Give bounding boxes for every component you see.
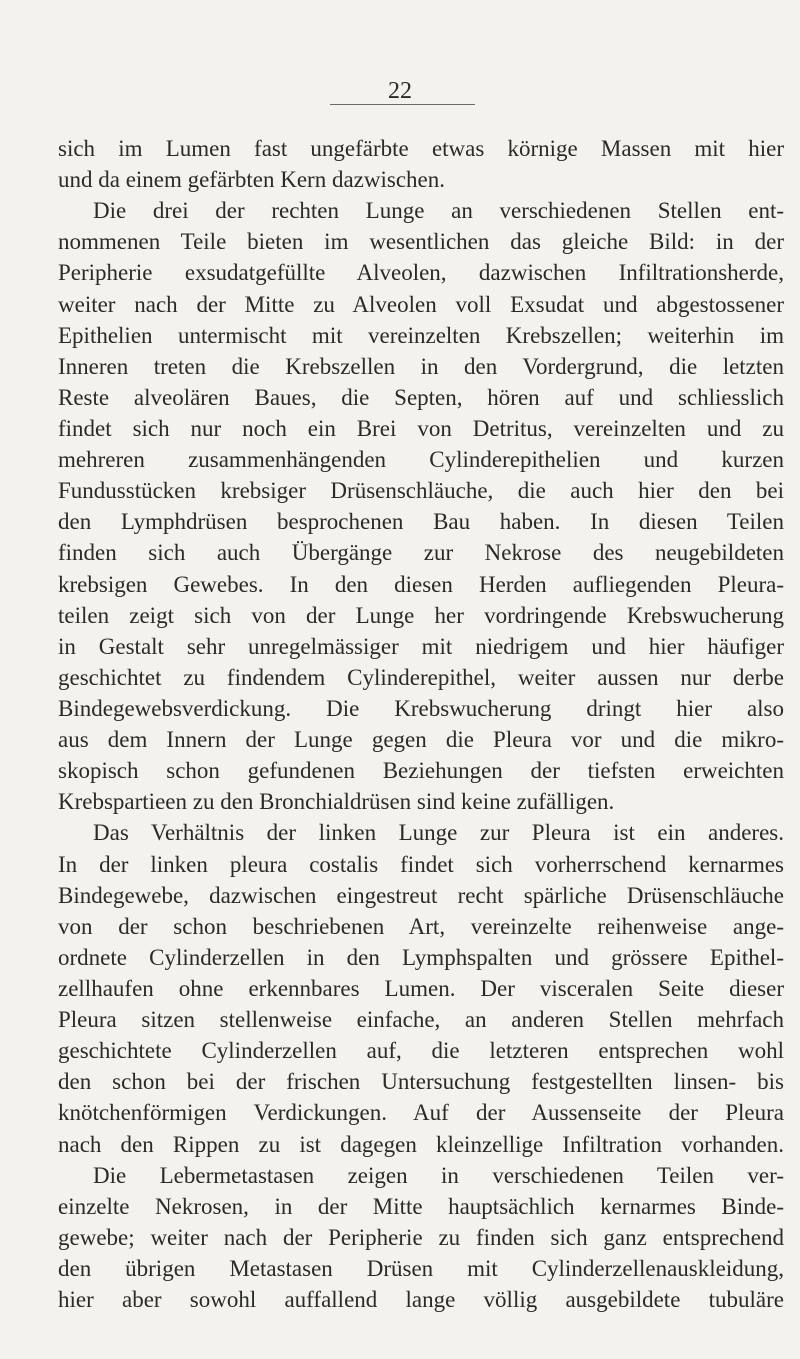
text-line: sich im Lumen fast ungefärbte etwas körnige Massen mit hier [58, 136, 784, 161]
text-line: krebsigen Gewebes. In den diesen Herden aufliegenden Pleura- [58, 571, 784, 597]
text-line: Die drei der rechten Lunge an verschiedenen Stellen ent- [93, 198, 784, 224]
text-line: von der schon beschriebenen Art, vereinzelte reihenweise ange- [58, 913, 784, 939]
page-number: 22 [388, 78, 412, 104]
text-line: finden sich auch Übergänge zur Nekrose des neugebildeten [58, 540, 784, 566]
text-line: Pleura sitzen stellenweise einfache, an anderen Stellen mehrfach [58, 1007, 784, 1033]
text-line: Epithelien untermischt mit vereinzelten Krebszellen; weiterhin im [58, 322, 784, 348]
text-line: Das Verhältnis der linken Lunge zur Pleura ist ein anderes. [93, 820, 784, 846]
text-line: findet sich nur noch ein Brei von Detritus, vereinzelten und zu [58, 415, 784, 441]
text-line: und da einem gefärbten Kern dazwischen. [58, 167, 446, 193]
text-line: Peripherie exsudatgefüllte Alveolen, dazwischen Infiltrationsherde, [58, 260, 784, 286]
text-line: hier aber sowohl auffallend lange völlig ausgebildete tubuläre [58, 1287, 784, 1313]
text-line: Bindegewebe, dazwischen eingestreut recht spärliche Drüsenschläuche [58, 882, 784, 908]
text-line: teilen zeigt sich von der Lunge her vordringende Krebswucherung [58, 602, 784, 628]
text-line: den Lymphdrüsen besprochenen Bau haben. In diesen Teilen [58, 509, 784, 535]
text-line: geschichtet zu findendem Cylinderepithel, weiter aussen nur derbe [58, 664, 784, 690]
text-line: mehreren zusammenhängenden Cylinderepithelien und kurzen [58, 447, 784, 473]
text-line: Krebspartieen zu den Bronchialdrüsen sind keine zufälligen. [58, 789, 615, 815]
text-line: nommenen Teile bieten im wesentlichen das gleiche Bild: in der [58, 229, 784, 255]
text-line: einzelte Nekrosen, in der Mitte hauptsächlich kernarmes Binde- [58, 1193, 784, 1219]
text-line: In der linken pleura costalis findet sich vorherrschend kernarmes [58, 851, 784, 877]
text-line: weiter nach der Mitte zu Alveolen voll Exsudat und abgestossener [58, 291, 784, 317]
text-line: aus dem Innern der Lunge gegen die Pleura vor und die mikro- [58, 727, 784, 753]
text-line: geschichtete Cylinderzellen auf, die letzteren entsprechen wohl [58, 1038, 784, 1064]
text-line: zellhaufen ohne erkennbares Lumen. Der visceralen Seite dieser [58, 975, 784, 1001]
body-text [58, 133, 784, 1315]
text-line: den übrigen Metastasen Drüsen mit Cylinderzellenauskleidung, [58, 1255, 784, 1281]
page-number-rule [330, 104, 475, 105]
text-line: Inneren treten die Krebszellen in den Vordergrund, die letzten [58, 353, 784, 379]
text-line: Fundusstücken krebsiger Drüsenschläuche, die auch hier den bei [58, 478, 784, 504]
text-line: gewebe; weiter nach der Peripherie zu finden sich ganz entsprechend [58, 1224, 784, 1250]
text-line: Bindegewebsverdickung. Die Krebswucherung dringt hier also [58, 695, 784, 721]
text-line: skopisch schon gefundenen Beziehungen der tiefsten erweichten [58, 758, 784, 784]
text-line: ordnete Cylinderzellen in den Lymphspalten und grössere Epithel- [58, 944, 784, 970]
text-line: knötchenförmigen Verdickungen. Auf der Aussenseite der Pleura [58, 1100, 784, 1126]
text-line: den schon bei der frischen Untersuchung festgestellten linsen- bis [58, 1069, 784, 1095]
text-line: Reste alveolären Baues, die Septen, hören auf und schliesslich [58, 384, 784, 410]
text-line: in Gestalt sehr unregelmässiger mit niedrigem und hier häufiger [58, 633, 784, 659]
text-line: nach den Rippen zu ist dagegen kleinzellige Infiltration vorhanden. [58, 1131, 784, 1157]
text-line: Die Lebermetastasen zeigen in verschiedenen Teilen ver- [93, 1162, 784, 1188]
